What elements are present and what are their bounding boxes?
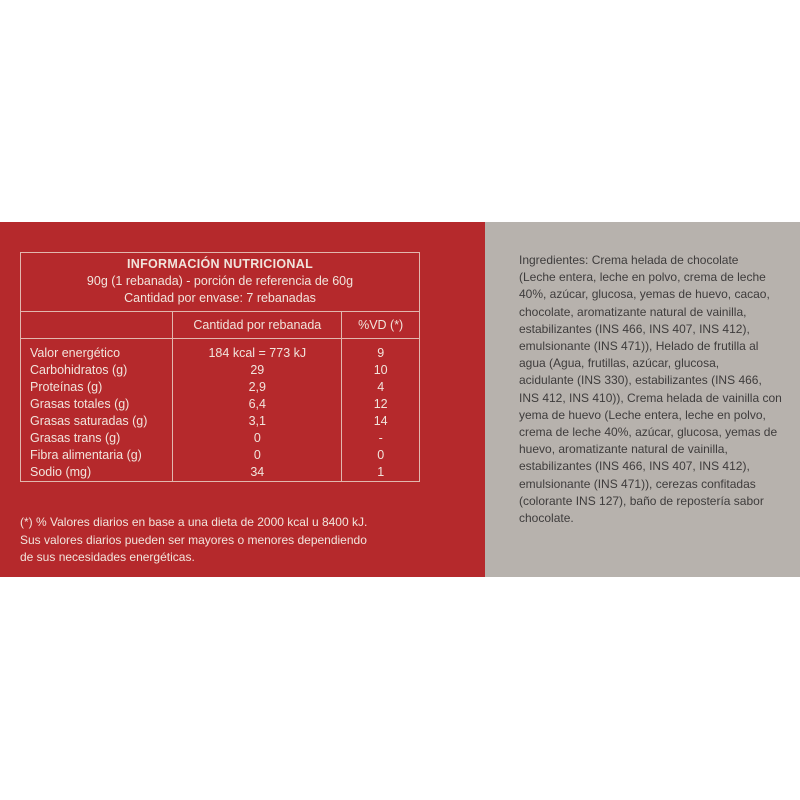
ingredients-line: estabilizantes (INS 466, INS 407, INS 412), [519,459,750,474]
nutrient-name: Grasas saturadas (g) [30,414,148,428]
nutrition-title: INFORMACIÓN NUTRICIONAL [126,257,314,271]
nutrient-daily-value: 0 [377,448,385,462]
daily-value-column-header: %VD (*) [342,312,420,339]
column-header-row [21,312,420,339]
nutrient-daily-value: - [378,431,383,445]
daily-value-footnote [20,514,440,567]
nutrient-daily-value: 14 [373,414,388,428]
nutrient-quantity: 6,4 [248,397,266,411]
ingredients-line: 40%, azúcar, glucosa, yemas de huevo, cacao, [519,287,770,302]
ingredients-panel [485,222,800,577]
nutrient-quantity: 184 kcal = 773 kJ [208,346,307,360]
nutrient-quantity: 0 [253,448,261,462]
nutrient-name: Grasas trans (g) [30,431,121,445]
nutrient-quantity: 3,1 [248,414,266,428]
nutrient-daily-value: 1 [377,465,385,479]
ingredients-line: (colorante INS 127), baño de repostería sabor [519,493,764,508]
table-header [21,253,420,312]
nutrient-name: Fibra alimentaria (g) [30,448,142,462]
nutrient-quantity: 0 [253,431,261,445]
ingredients-line: chocolate, aromatizante natural de vainilla, [519,304,747,319]
ingredients-list [519,252,782,527]
ingredients-line: emulsionante (INS 471)), Helado de frutilla al [519,339,759,354]
nutrient-name: Valor energético [30,346,121,360]
footnote-line: (*) % Valores diarios en base a una dieta de 2000 kcal u 8400 kJ. [20,515,368,529]
ingredients-line: huevo, aromatizante natural de vainilla, [519,442,728,457]
table-header-row [21,253,420,312]
ingredients-line: estabilizantes (INS 466, INS 407, INS 412), [519,321,750,336]
nutrient-name: Sodio (mg) [30,465,92,479]
nutrient-names-column [21,339,173,482]
nutrient-quantity: 2,9 [248,380,266,394]
quantity-column [173,339,342,482]
nutrient-daily-value: 12 [373,397,388,411]
nutrient-daily-value: 9 [377,346,385,360]
daily-value-column [342,339,420,482]
nutrient-daily-value: 10 [373,363,388,377]
ingredients-line: chocolate. [519,511,574,526]
ingredients-line: yema de huevo (Leche entera, leche en polvo, [519,407,766,422]
ingredients-line: emulsionante (INS 471)), cerezas confitadas [519,476,756,491]
nutrient-name: Grasas totales (g) [30,397,130,411]
footnote-line: Sus valores diarios pueden ser mayores o menores dependiendo [20,532,367,547]
nutrient-name: Proteínas (g) [30,380,103,394]
ingredients-line: crema de leche 40%, azúcar, glucosa, yemas de [519,425,778,440]
nutrition-facts-table [20,252,420,482]
nutrient-quantity: 34 [250,465,265,479]
servings-per-pack: Cantidad por envase: 7 rebanadas [124,291,316,305]
quantity-column-header: Cantidad por rebanada [173,312,342,339]
product-label [0,222,800,577]
nutrient-quantity: 29 [250,363,265,377]
nutrient-name: Carbohidratos (g) [30,363,128,377]
nutrient-daily-value: 4 [377,380,385,394]
ingredients-line: acidulante (INS 330), estabilizantes (INS 466, [519,373,762,388]
ingredients-line: Ingredientes: Crema helada de chocolate [519,253,739,267]
serving-size: 90g (1 rebanada) - porción de referencia de 60g [86,274,354,288]
nutrient-column-header [21,312,173,339]
ingredients-line: INS 412, INS 410)), Crema helada de vainilla con [519,390,782,405]
ingredients-line: agua (Agua, frutillas, azúcar, glucosa, [519,356,720,371]
ingredients-line: (Leche entera, leche en polvo, crema de leche [519,270,766,285]
nutrition-panel [0,222,485,577]
footnote-line: de sus necesidades energéticas. [20,550,195,564]
nutrient-rows [21,339,420,482]
